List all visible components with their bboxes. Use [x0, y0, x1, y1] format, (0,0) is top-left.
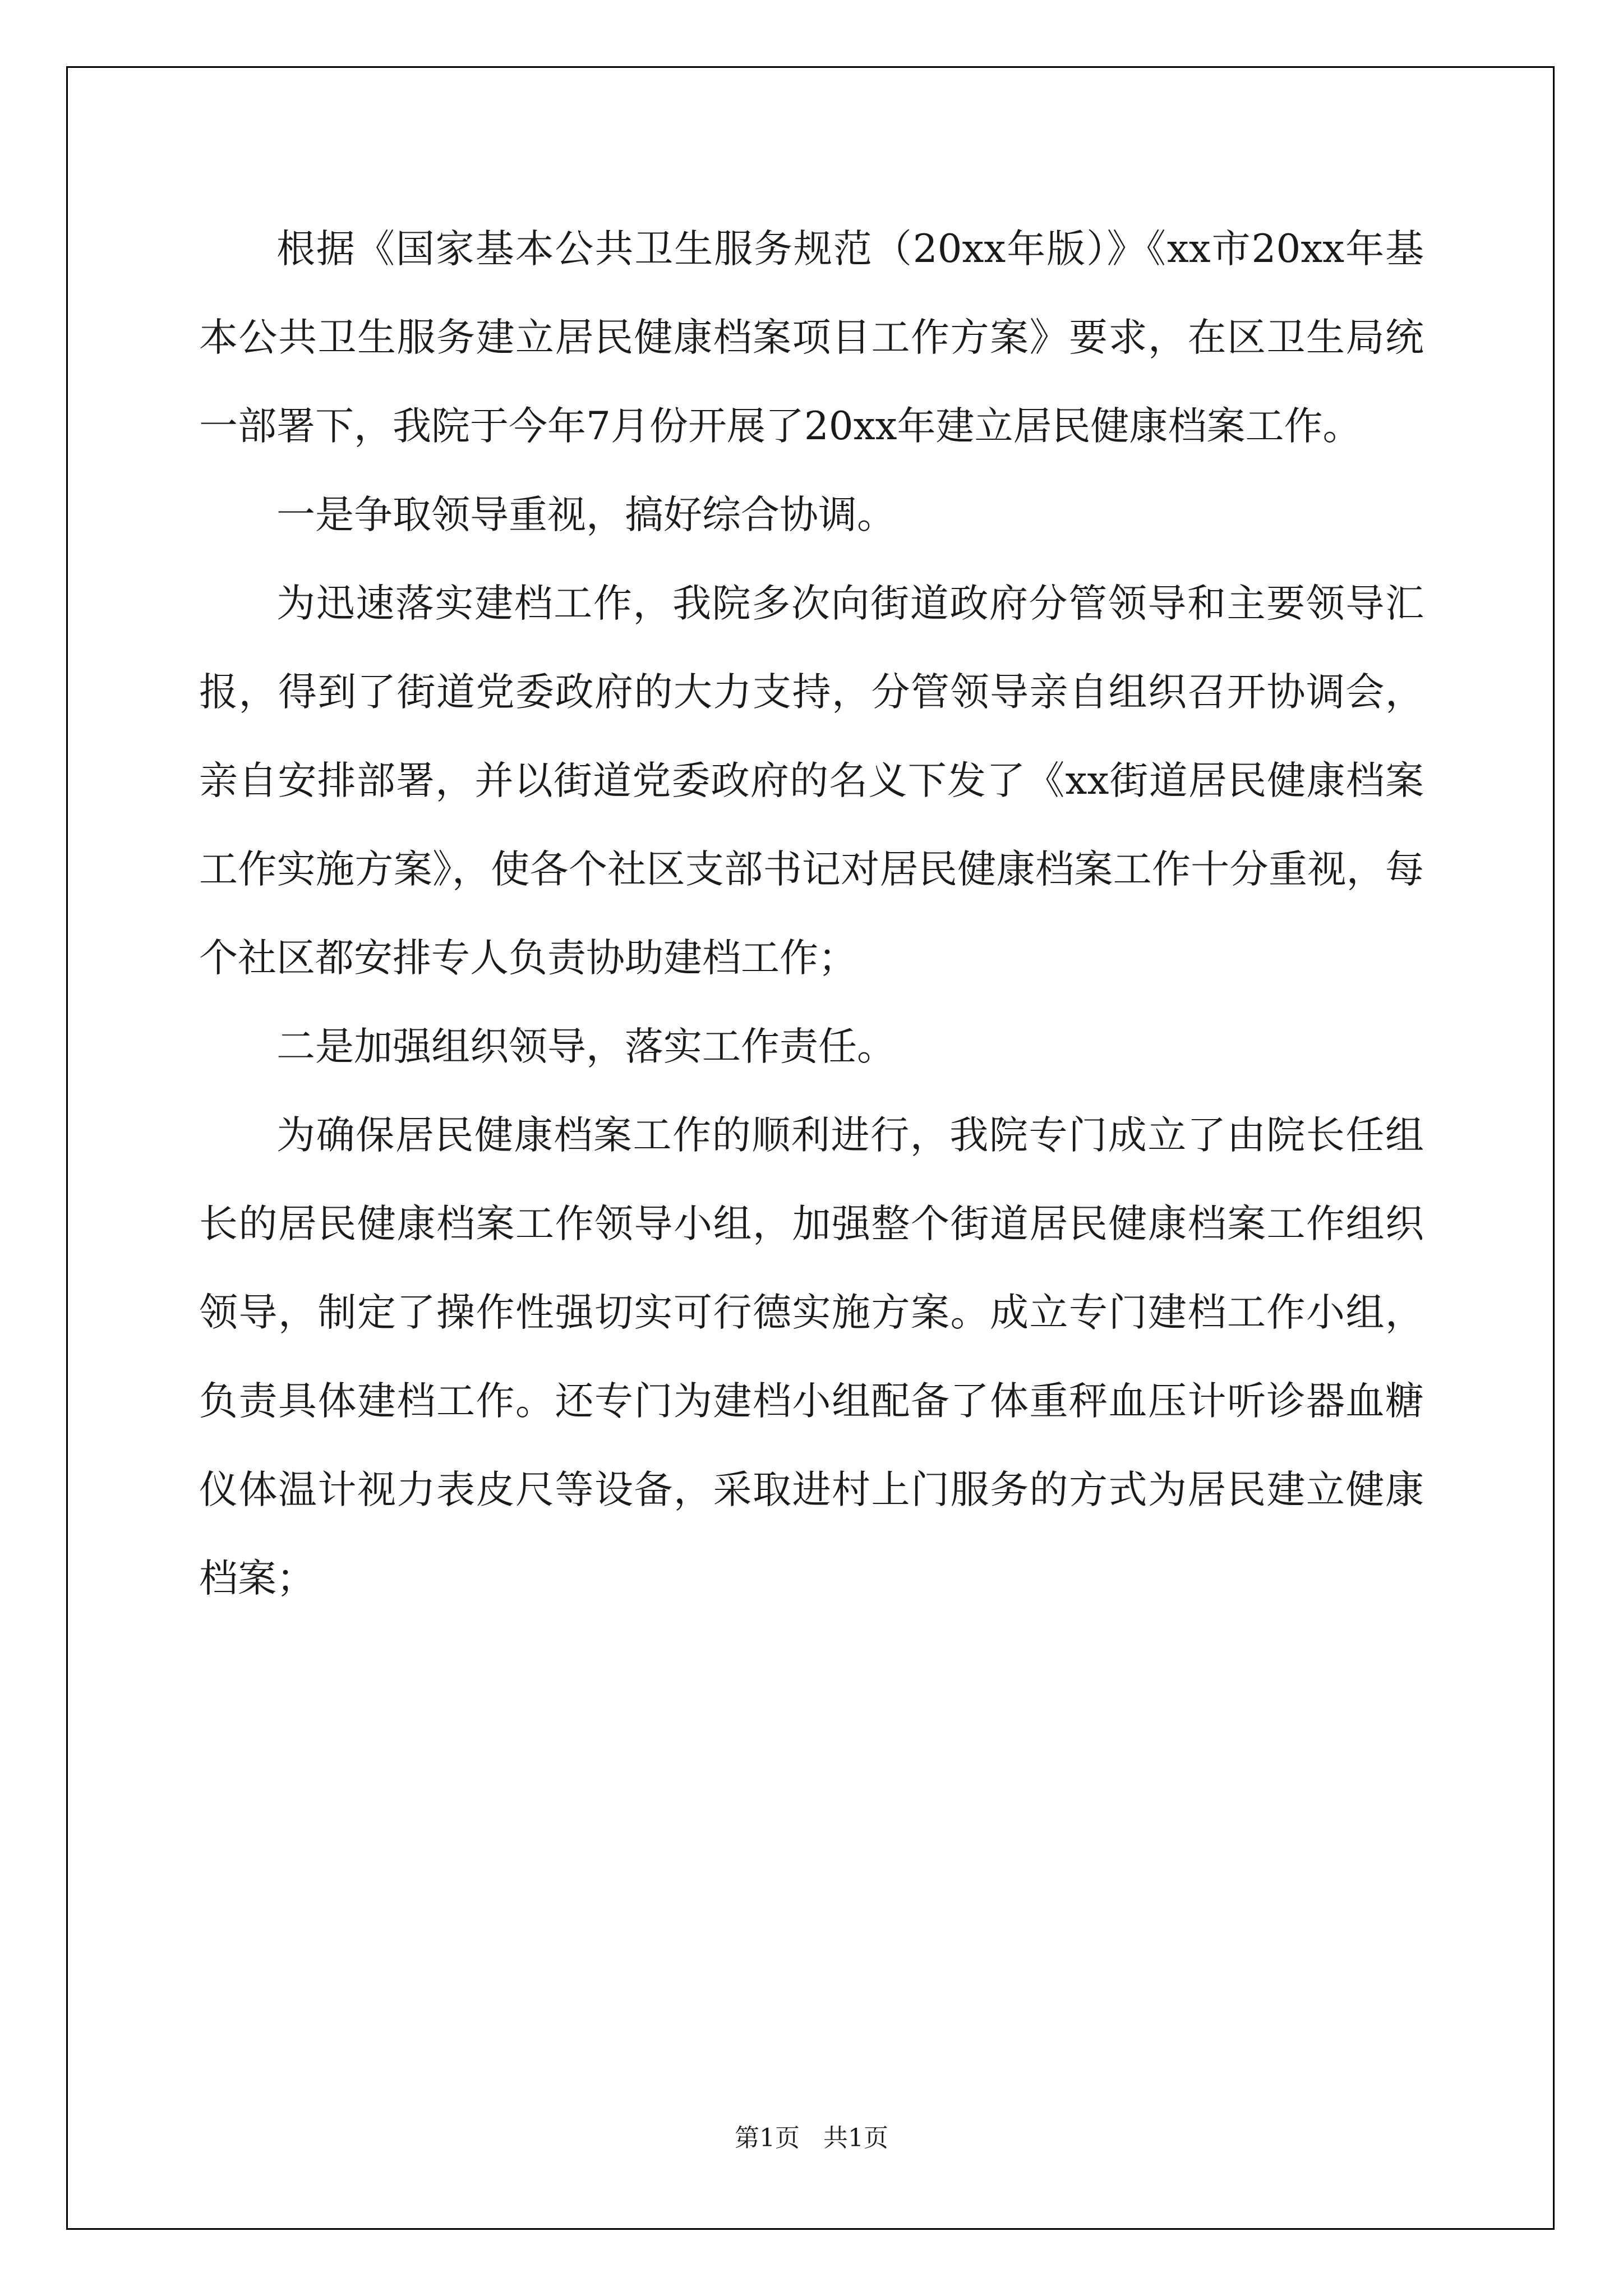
paragraph-heading-1: 一是争取领导重视，搞好综合协调。: [276, 493, 896, 537]
page-footer: 第1页 共1页: [735, 2124, 888, 2152]
paragraph-section-1: 为迅速落实建档工作，我院多次向街道政府分管领导和主要领导汇报，得到了街道党委政府的大力支持，分管领导亲自组织召开协调会，亲自安排部署，并以街道党委政府的名义下发了《xx街道居民健康档案工作实施方案》，使各个社区支部书记对居民健康档案工作十分重视，每个社区都安排专人负责协助建档工作；: [199, 581, 1424, 981]
paragraph-intro: 根据《国家基本公共卫生服务规范（20xx年版）》《xx市20xx年基本公共卫生服务建立居民健康档案项目工作方案》要求，在区卫生局统一部署下，我院于今年7月份开展了20xx年建立居民健康档案工作。: [199, 227, 1424, 449]
paragraph-section-2: 为确保居民健康档案工作的顺利进行，我院专门成立了由院长任组长的居民健康档案工作领导小组，加强整个街道居民健康档案工作组织领导，制定了操作性强切实可行德实施方案。成立专门建档工作小组，负责具体建档工作。还专门为建档小组配备了体重秤血压计听诊器血糖仪体温计视力表皮尺等设备，采取进村上门服务的方式为居民建立健康档案；: [199, 1113, 1424, 1601]
document-body: [199, 205, 1424, 1623]
paragraph-heading-2: 二是加强组织领导，落实工作责任。: [276, 1024, 896, 1069]
